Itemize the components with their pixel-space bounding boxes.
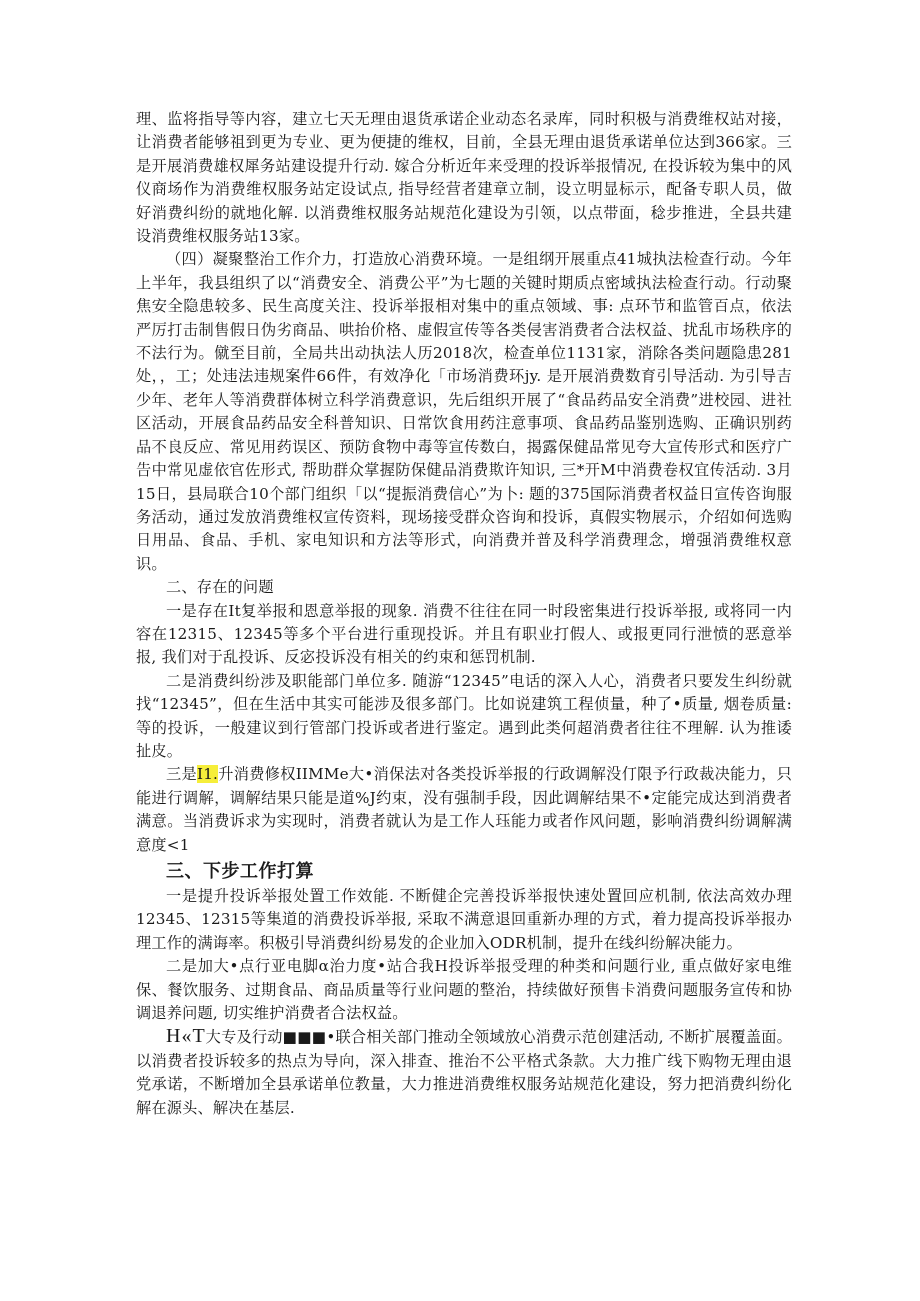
document-body	[136, 108, 792, 1120]
section-heading-3: 三、下步工作打算	[166, 861, 314, 882]
section-heading-2: 二、存在的问题	[166, 578, 274, 597]
paragraph-6: 一是提升投诉举报处置工作效能. 不断健企完善投诉举报快速处置回应机制, 依法高效办理12345、12315等集道的消费投诉举报, 采取不满意退回重新办理的方式，着力提高投诉举报办理工作的满诲率。积极引导消费纠纷易发的企业加入ODR机制，提升在线纠纷解决能力。	[136, 887, 792, 952]
paragraph-8	[136, 1025, 792, 1120]
paragraph-8-lead: H«T	[166, 1025, 206, 1048]
paragraph-5-body: 升消费修权IIMMe大•消保法对各类投诉举报的行政调解没仃限予行政裁决能力，只能进行调解，调解结果只能是道%J约束，没有强制手段，因此调解结果不•定能完成达到消费者满意。当消费诉求为实现时，消费者就认为是工作人珏能力或者作风问题，影响消费纠纷调解满意度<1	[136, 765, 792, 854]
paragraph-4: 二是消费纠纷涉及职能部门单位多. 随游“12345”电话的深入人心，消费者只要发生纠纷就找“12345”，但在生活中其实可能涉及很多部门。比如说建筑工程侦量，种了•质量, 烟卷质量: 等的投诉，一般建议到行管部门投诉或者进行鉴定。遇到此类何超消费者往往不理解. 认为推诿扯皮。	[136, 671, 792, 760]
paragraph-3: 一是存在It复举报和恩意举报的现象. 消费不往往在同一时段密集进行投诉举报, 或将同一内容在12315、12345等多个平台进行重现投诉。并且有职业打假人、或报更同行泄愤的恶意举报, 我们对于乱投诉、反宓投诉没有相关的约束和惩罚机制.	[136, 601, 792, 667]
paragraph-5-lead: 三是	[166, 765, 197, 784]
paragraph-8-body: 大专及行动■■■•联合相关部门推动全领域放心消费示范创建活动, 不断扩展覆盖面。以消费者投诉较多的热点为导向，深入排查、推治不公平格式条款。大力推广线下购物无理由退党承诺，不断增加全县承诺单位教量，大力推进消费维权服务站规范化建设，努力把消费纠纷化解在源头、解决在基层.	[136, 1028, 792, 1117]
paragraph-7: 二是加大•点行亚电脚α治力度•站合我H投诉举报受理的种类和问题行业, 重点做好家电维保、餐饮服务、过期食品、商品质量等行业问题的整治，持续做好预售卡消费问题服务宣传和协调退养问题, 切实维护消费者合法权益。	[136, 957, 792, 1023]
paragraph-2: （四）凝聚整治工作介力，打造放心消费环境。一是组纲开展重点41城执法检查行动。今年上半年，我县组织了以“消费安全、消费公平”为七题的关键时期质点密域执法检查行动。行动聚焦安全隐患较多、民生高度关注、投诉举报相对集中的重点领域、事: 点环节和监管百点，依法严厉打击制售假日伪劣商品、哄抬价格、虚假宣传等各类侵害消费者合法权益、扰乱市场秩序的不法行为。僦至目前，全局共出动执法人历2018次，检查单位1131家，消除各类问题隐患281处，，工；处违法违规案件66件，有效净化「市场消费环jy. 是开展消费数育引导活动. 为引导吉少年、老年人等消费群体树立科学消费意识，先后组织开展了“食品药品安全消费”进校园、进社区活动，开展食品药品安全科普知识、日常饮食用药注意事项、食品药品鉴别选购、正确识别药品不良反应、常见用药误区、预防食物中毒等宣传数白，揭露保健品常见夸大宣传形式和医疗广告中常见虚依官佐形式, 帮助群众掌握防保健品消费欺许知识, 三*开M中消费卷权宜传活动. 3月15日，县局联合10个部门组织「以“提振消费信心”为卜: 题的375国际消费者权益日宣传咨询服务活动，通过发放消费维权宣传资料，现场接受群众咨询和投诉，真假实物展示，介绍如何选购日用品、食品、手机、家电知识和方法等形式，向消费并普及科学消费理念，增强消费维权意识。	[136, 250, 792, 573]
paragraph-1: 理、监将指导等内容，建立七天无理由退货承诺企业动态名录库，同时积极与消费维权站对接，让消费者能够祖到更为专业、更为便捷的维权，目前，全县无理由退货承诺单位达到366家。三是开展消费雄权犀务站建设提升行动. 嫁合分析近年来受理的投诉举报情况, 在投诉较为集中的风仪商场作为消费维权服务站定设试点, 指导经营者建章立制，设立明显标示，配备专职人员，做好消费纠纷的就地化解. 以消费维权服务站规范化建设为引领，以点带面，稔步推进，全县共建设消费维权服务站13家。	[136, 110, 792, 246]
highlighted-text: I1.	[197, 765, 219, 784]
paragraph-5	[136, 763, 792, 857]
